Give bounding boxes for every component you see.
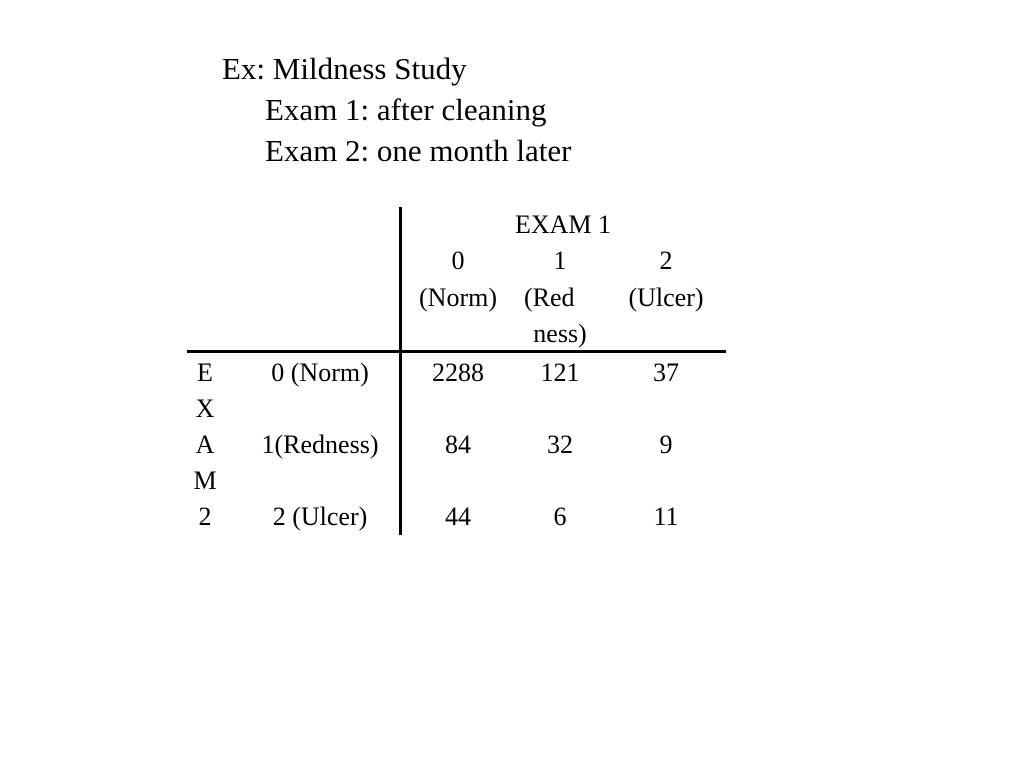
- column-header-label: (Ulcer): [628, 283, 704, 312]
- table-cell: 6: [553, 502, 567, 531]
- column-header-label: (Red: [524, 283, 575, 312]
- row-group-letter: A: [195, 430, 215, 459]
- row-label: 1(Redness): [261, 430, 379, 459]
- table-cell: 11: [653, 502, 679, 531]
- slide-title: Ex: Mildness Study: [222, 51, 467, 86]
- exam1-description: Exam 1: after cleaning: [265, 92, 547, 127]
- row-label: 0 (Norm): [271, 358, 369, 387]
- table-cell: 32: [547, 430, 573, 459]
- column-header-label-continued: ness): [533, 319, 587, 348]
- table-vertical-divider: [399, 207, 402, 535]
- table-cell: 37: [653, 358, 679, 387]
- table-cell: 84: [445, 430, 471, 459]
- row-group-letter: E: [197, 358, 213, 387]
- table-cell: 44: [445, 502, 471, 531]
- row-group-letter: X: [195, 394, 215, 423]
- row-label: 2 (Ulcer): [272, 502, 368, 531]
- column-header-code: 1: [553, 246, 567, 275]
- exam2-description: Exam 2: one month later: [265, 133, 572, 168]
- column-header-code: 2: [659, 246, 673, 275]
- column-header-label: (Norm): [419, 283, 497, 312]
- column-group-label: EXAM 1: [514, 210, 612, 239]
- row-group-letter: 2: [198, 502, 212, 531]
- table-cell: 2288: [432, 358, 484, 387]
- table-cell: 121: [540, 358, 580, 387]
- row-group-letter: M: [193, 466, 217, 495]
- table-cell: 9: [659, 430, 673, 459]
- table-horizontal-divider: [187, 350, 726, 353]
- column-header-code: 0: [451, 246, 465, 275]
